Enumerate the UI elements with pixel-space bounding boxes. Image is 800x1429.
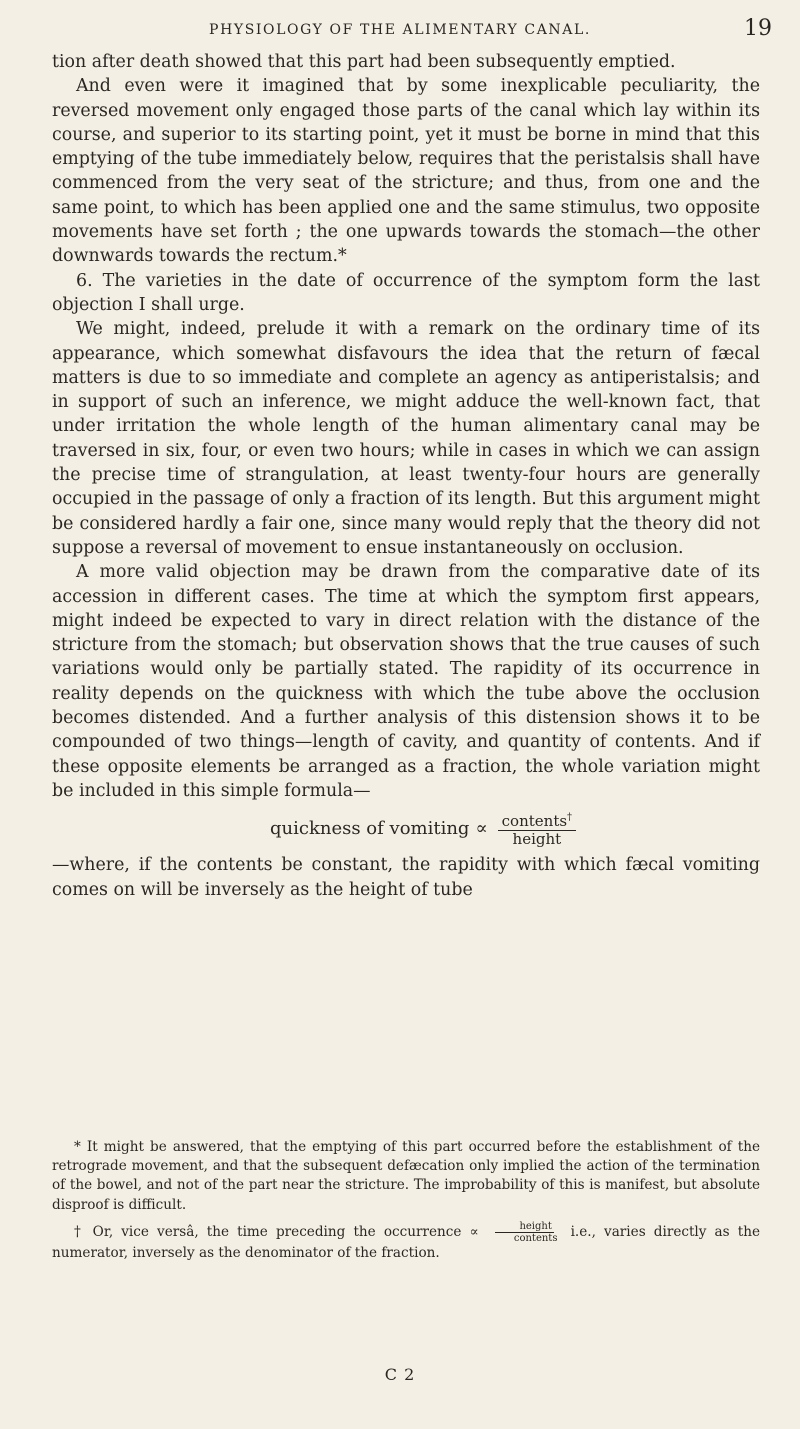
footnote-fraction — [490, 1221, 560, 1244]
footnotes — [52, 1138, 760, 1269]
formula-lhs: quickness of vomiting — [270, 817, 470, 839]
footnote-denominator: contents — [513, 1232, 558, 1244]
formula — [270, 809, 576, 848]
footnote-numerator: height — [495, 1221, 553, 1233]
paragraph-continuation: tion after death showed that this part had been subsequently emptied. — [52, 52, 676, 72]
running-title: PHYSIOLOGY OF THE ALIMENTARY CANAL. — [209, 22, 591, 38]
running-head — [0, 16, 800, 44]
footnote-dagger: † Or, vice versâ, the time preceding the occurrence ∝ $\frac{\text{height}}{\text{contents}}$ i.e., varies directly as the numerator, inversely as the denominator of the fraction. — [52, 1220, 761, 1261]
paragraph-after-formula: —where, if the contents be constant, the rapidity with which fæcal vomiting comes on will be inversely as the height of tube — [52, 855, 760, 900]
formula-fraction — [498, 809, 576, 848]
formula-block — [52, 803, 760, 853]
signature-mark: C 2 — [384, 1365, 416, 1384]
paragraph-valid-objection: A more valid objection may be drawn from the comparative date of its accession in different cases. The time at which the symptom first appears, might indeed be expected to vary in direct relation with the distance of the stricture from the stomach; but observation shows that the true causes of such variations would only be partially stated. The rapidity of its occurrence in reality depends on the quickness with which the tube above the occlusion becomes distended. And a further analysis of this distension shows it to be compounded of two things—length of cavity, and quantity of contents. And if these opposite elements be arranged as a fraction, the whole variation might be included in this simple formula— — [52, 562, 760, 801]
footnote-asterisk: * It might be answered, that the emptying of this part occurred before the establishment of the retrograde movement, and that the subsequent defæcation only implied the action of the termination of the bowel, and not of the part near the stricture. The improbability of this is manifest, but absolute disproof is difficult. — [52, 1139, 760, 1213]
paragraph-objection-six: 6. The varieties in the date of occurrence of the symptom form the last objection I shall urge. — [52, 270, 760, 315]
formula-denominator: height — [512, 830, 562, 849]
proportional-symbol: ∝ — [475, 817, 488, 839]
dagger-mark: † — [567, 812, 573, 824]
paragraph-prelude: We might, indeed, prelude it with a remark on the ordinary time of its appearance, which somewhat disfavours the idea that the return of fæcal matters is due to so immediate and complete an agency as antiperistalsis; and in support of such an inference, we might adduce the well-known fact, that under irritation the whole length of the human alimentary canal may be traversed in six, four, or even two hours; while in cases in which we can assign the precise time of strangulation, at least twenty-four hours are generally occupied in the passage of only a fraction of its length. But this argument might be considered hardly a fair one, since many would reply that the theory did not suppose a reversal of movement to ensue instantaneously on occlusion. — [52, 319, 760, 558]
body-text — [52, 50, 760, 902]
page-number: 19 — [744, 16, 772, 41]
formula-numerator: contents† — [498, 809, 576, 831]
paragraph-peristalsis: And even were it imagined that by some inexplicable peculiarity, the reversed movement only engaged those parts of the canal which lay within its course, and superior to its starting point, yet it must be borne in mind that this emptying of the tube immediately below, requires that the peristalsis shall have commenced from the very seat of the stricture; and thus, from one and the same point, to which has been applied one and the same stimulus, two opposite movements have set forth ; the one upwards towards the stomach—the other downwards towards the rectum.* — [52, 76, 760, 267]
